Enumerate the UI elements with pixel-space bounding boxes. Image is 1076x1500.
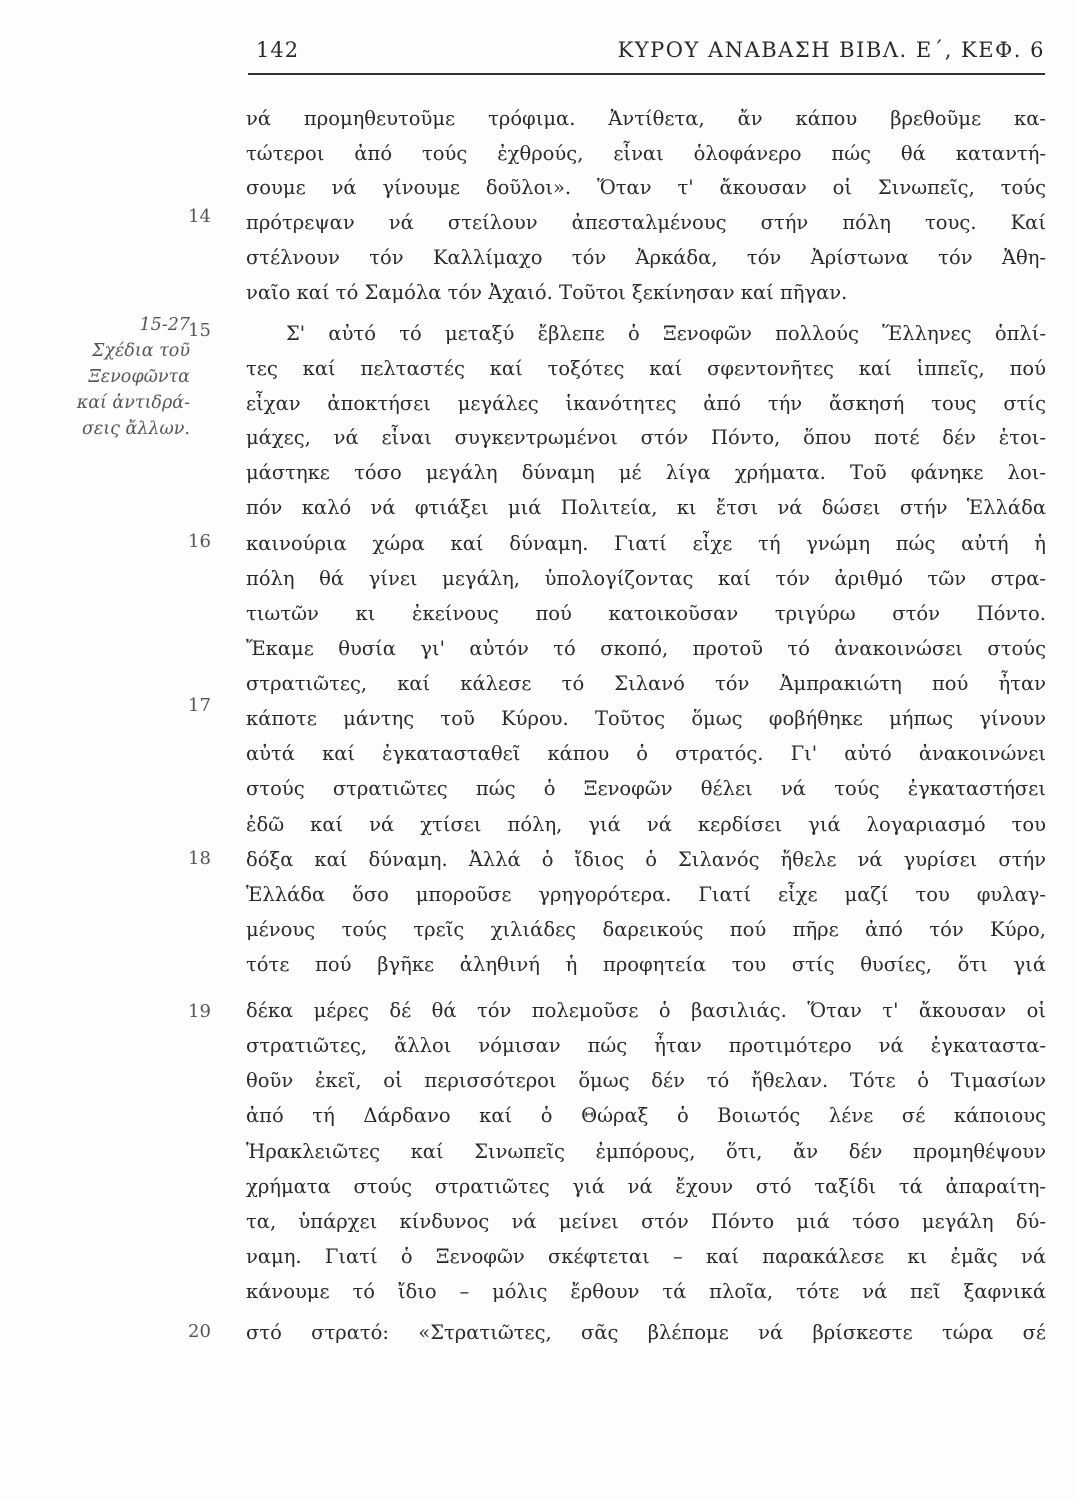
text-line: ἐδῶ καί νά χτίσει πόλη, γιά νά κερδίσει γιά λογαριασμό του (246, 813, 1046, 836)
page-number: 142 (256, 38, 300, 62)
text-line: στό στρατό: «Στρατιῶτες, σᾶς βλέπομε νά βρίσκεστε τώρα σέ (246, 1321, 1046, 1344)
margin-note-line: σεις ἄλλων. (81, 419, 190, 439)
text-line: θοῦν ἐκεῖ, οἱ περισσότεροι ὅμως δέν τό ἤθελαν. Τότε ὁ Τιμασίων (246, 1069, 1046, 1092)
verse-number: 17 (188, 695, 211, 716)
text-line: Ἡρακλειῶτες καί Σινωπεῖς ἐμπόρους, ὅτι, ἄν δέν προμηθέψουν (246, 1140, 1046, 1163)
verse-number: 18 (188, 848, 211, 869)
header-rule (248, 73, 1045, 75)
text-line: δέκα μέρες δέ θά τόν πολεμοῦσε ὁ βασιλιάς. Ὅταν τ' ἄκουσαν οἱ (246, 999, 1046, 1022)
text-line: εἶχαν ἀποκτήσει μεγάλες ἱκανότητες ἀπό τήν ἄσκησή τους στίς (246, 392, 1046, 415)
verse-number: 19 (188, 1001, 211, 1022)
text-line: στέλνουν τόν Καλλίμαχο τόν Ἀρκάδα, τόν Ἀρίστωνα τόν Ἀθη- (246, 246, 1046, 269)
margin-note-range: 15-27 (139, 315, 190, 335)
text-line: τώτεροι ἀπό τούς ἐχθρούς, εἶναι ὁλοφάνερο πώς θά καταντή- (246, 142, 1046, 165)
running-title: ΚΥΡΟΥ ΑΝΑΒΑΣΗ ΒΙΒΛ. Ε΄, ΚΕΦ. 6 (617, 38, 1045, 62)
text-line: στούς στρατιῶτες πώς ὁ Ξενοφῶν θέλει νά τούς ἐγκαταστήσει (246, 777, 1046, 800)
text-line: πόν καλό νά φτιάξει μιά Πολιτεία, κι ἔτσι νά δώσει στήν Ἑλλάδα (246, 496, 1046, 519)
text-line: Ἑλλάδα ὅσο μποροῦσε γρηγορότερα. Γιατί εἶχε μαζί του φυλαγ- (246, 883, 1046, 906)
text-line: μένους τούς τρεῖς χιλιάδες δαρεικούς πού πῆρε ἀπό τόν Κύρο, (246, 918, 1046, 941)
text-line: στρατιῶτες, ἄλλοι νόμισαν πώς ἦταν προτιμότερο νά ἐγκαταστα- (246, 1034, 1046, 1057)
text-line: τιωτῶν κι ἐκείνους πού κατοικοῦσαν τριγύρω στόν Πόντο. (246, 602, 1046, 625)
text-line: νά προμηθευτοῦμε τρόφιμα. Ἀντίθετα, ἄν κάπου βρεθοῦμε κα- (246, 107, 1046, 130)
text-line: μάστηκε τόσο μεγάλη δύναμη μέ λίγα χρήματα. Τοῦ φάνηκε λοι- (246, 461, 1046, 484)
margin-note (40, 312, 190, 442)
text-line: Σ' αὐτό τό μεταξύ ἔβλεπε ὁ Ξενοφῶν πολλούς Ἕλληνες ὁπλί- (286, 322, 1046, 345)
text-line: χρήματα στούς στρατιῶτες γιά νά ἔχουν στό ταξίδι τά ἀπαραίτη- (246, 1175, 1046, 1198)
text-line: καινούρια χώρα καί δύναμη. Γιατί εἶχε τή γνώμη πώς αὐτή ἡ (246, 532, 1046, 555)
text-line: τες καί πελταστές καί τοξότες καί σφεντονῆτες καί ἱππεῖς, πού (246, 357, 1046, 380)
margin-note-line: Σχέδια τοῦ (91, 341, 190, 361)
text-line: κάνουμε τό ἴδιο – μόλις ἔρθουν τά πλοῖα, τότε νά πεῖ ξαφνικά (246, 1280, 1046, 1303)
verse-number: 14 (188, 206, 211, 227)
text-line: Ἔκαμε θυσία γι' αὐτόν τό σκοπό, προτοῦ τό ἀνακοινώσει στούς (246, 637, 1046, 660)
text-line: μάχες, νά εἶναι συγκεντρωμένοι στόν Πόντο, ὅπου ποτέ δέν ἑτοι- (246, 426, 1046, 449)
text-line: σουμε νά γίνουμε δοῦλοι». Ὅταν τ' ἄκουσαν οἱ Σινωπεῖς, τούς (246, 176, 1046, 199)
text-line: τότε πού βγῆκε ἀληθινή ἡ προφητεία του στίς θυσίες, ὅτι γιά (246, 953, 1046, 976)
text-line: κάποτε μάντης τοῦ Κύρου. Τοῦτος ὅμως φοβήθηκε μήπως γίνουν (246, 707, 1046, 730)
text-line: αὐτά καί ἐγκατασταθεῖ κάπου ὁ στρατός. Γι' αὐτό ἀνακοινώνει (246, 742, 1046, 765)
margin-note-line: Ξενοφῶντα (88, 367, 190, 387)
page-header (248, 38, 1045, 74)
text-line: δόξα καί δύναμη. Ἀλλά ὁ ἴδιος ὁ Σιλανός ἤθελε νά γυρίσει στήν (246, 848, 1046, 871)
text-line: πόλη θά γίνει μεγάλη, ὑπολογίζοντας καί τόν ἀριθμό τῶν στρα- (246, 567, 1046, 590)
margin-note-line: καί ἀντιδρά- (76, 393, 190, 413)
text-line: πρότρεψαν νά στείλουν ἀπεσταλμένους στήν πόλη τους. Καί (246, 211, 1046, 234)
verse-number: 15 (188, 320, 211, 341)
text-line: ναῖο καί τό Σαμόλα τόν Ἀχαιό. Τοῦτοι ξεκίνησαν καί πῆγαν. (246, 281, 848, 304)
verse-number: 16 (188, 531, 211, 552)
text-line: στρατιῶτες, καί κάλεσε τό Σιλανό τόν Ἀμπρακιώτη πού ἦταν (246, 672, 1046, 695)
text-line: ναμη. Γιατί ὁ Ξενοφῶν σκέφτεται – καί παρακάλεσε κι ἐμᾶς νά (246, 1245, 1046, 1268)
text-line: ἀπό τή Δάρδανο καί ὁ Θώραξ ὁ Βοιωτός λένε σέ κάποιους (246, 1104, 1046, 1127)
text-line: τα, ὑπάρχει κίνδυνος νά μείνει στόν Πόντο μιά τόσο μεγάλη δύ- (246, 1210, 1046, 1233)
verse-number: 20 (188, 1321, 211, 1342)
